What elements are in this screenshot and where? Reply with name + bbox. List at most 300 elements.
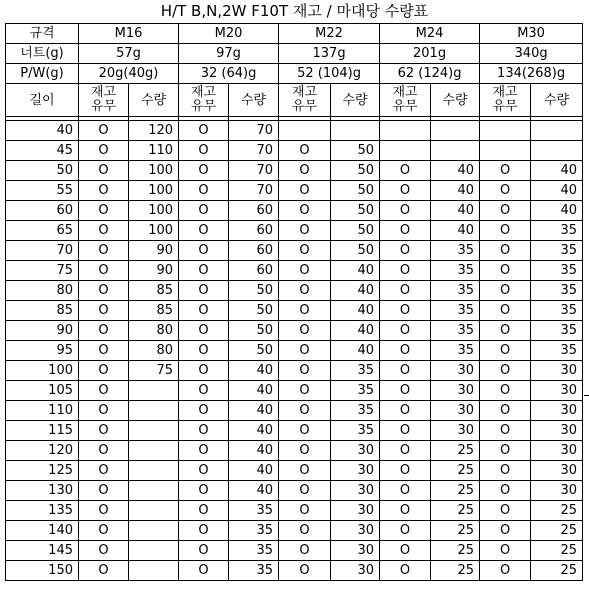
qty-cell: 40 [229, 401, 279, 421]
qty-cell: 35 [431, 281, 480, 301]
stock-cell: O [179, 341, 229, 361]
table-row [6, 361, 583, 381]
stock-cell: O [79, 161, 129, 181]
table-row [6, 341, 583, 361]
stock-cell [279, 121, 331, 141]
stock-cell: O [480, 261, 531, 281]
stock-cell: O [79, 181, 129, 201]
stock-cell [380, 141, 431, 161]
stock-cell: O [79, 221, 129, 241]
qty-cell [531, 141, 583, 161]
qty-cell [431, 141, 480, 161]
qty-cell [129, 501, 179, 521]
stock-header [179, 84, 229, 117]
qty-cell: 110 [129, 141, 179, 161]
stock-cell: O [179, 381, 229, 401]
nut-weight: 201g [380, 44, 480, 64]
qty-cell: 30 [331, 561, 380, 581]
stock-cell: O [380, 541, 431, 561]
stock-cell: O [179, 241, 229, 261]
table-row [6, 321, 583, 341]
stock-header-line2: 유무 [392, 99, 418, 114]
stock-cell: O [380, 381, 431, 401]
stock-header-line1: 재고 [492, 85, 518, 100]
stock-cell: O [279, 201, 331, 221]
qty-cell: 35 [331, 361, 380, 381]
qty-cell: 40 [331, 261, 380, 281]
length-cell: 130 [6, 481, 79, 501]
stock-cell: O [380, 521, 431, 541]
qty-header: 수량 [129, 84, 179, 117]
table-row [6, 541, 583, 561]
stock-cell: O [480, 381, 531, 401]
qty-cell: 30 [331, 441, 380, 461]
qty-cell: 35 [431, 261, 480, 281]
qty-header: 수량 [229, 84, 279, 117]
stock-header [279, 84, 331, 117]
stock-cell: O [480, 341, 531, 361]
qty-cell: 40 [331, 321, 380, 341]
qty-cell [129, 461, 179, 481]
stock-header-label [91, 86, 116, 114]
stock-cell: O [480, 361, 531, 381]
qty-cell: 35 [531, 261, 583, 281]
stock-cell: O [279, 161, 331, 181]
qty-cell: 25 [431, 561, 480, 581]
stock-cell: O [179, 201, 229, 221]
stock-cell: O [179, 221, 229, 241]
length-cell: 40 [6, 121, 79, 141]
qty-cell: 100 [129, 181, 179, 201]
stock-cell: O [279, 321, 331, 341]
stock-cell: O [79, 381, 129, 401]
qty-cell: 25 [431, 481, 480, 501]
qty-cell: 35 [531, 321, 583, 341]
stock-cell: O [380, 241, 431, 261]
qty-cell: 25 [431, 541, 480, 561]
stock-cell: O [279, 421, 331, 441]
stock-cell: O [79, 261, 129, 281]
stock-cell: O [179, 561, 229, 581]
stock-cell: O [380, 401, 431, 421]
qty-cell: 30 [431, 361, 480, 381]
qty-cell: 40 [331, 301, 380, 321]
stock-header-line1: 재고 [392, 85, 418, 100]
size-name: M24 [380, 24, 480, 44]
qty-cell: 35 [331, 421, 380, 441]
stock-header-line2: 유무 [90, 99, 117, 114]
stock-cell: O [279, 481, 331, 501]
stock-cell: O [279, 141, 331, 161]
qty-cell: 70 [229, 121, 279, 141]
qty-cell [431, 121, 480, 141]
table-row [6, 261, 583, 281]
qty-cell: 90 [129, 241, 179, 261]
qty-cell: 60 [229, 201, 279, 221]
qty-cell: 35 [531, 281, 583, 301]
qty-cell: 50 [229, 341, 279, 361]
stock-cell: O [480, 161, 531, 181]
stock-cell: O [179, 281, 229, 301]
stock-cell: O [79, 461, 129, 481]
length-cell: 120 [6, 441, 79, 461]
stock-cell: O [279, 501, 331, 521]
stock-cell: O [380, 441, 431, 461]
length-cell: 45 [6, 141, 79, 161]
table-row [6, 441, 583, 461]
nut-row [6, 44, 583, 64]
qty-cell: 30 [531, 401, 583, 421]
stock-cell: O [179, 321, 229, 341]
size-name: M20 [179, 24, 279, 44]
qty-cell: 50 [229, 301, 279, 321]
stock-cell [480, 141, 531, 161]
qty-cell: 100 [129, 221, 179, 241]
table-row [6, 481, 583, 501]
stock-cell: O [380, 221, 431, 241]
column-header-row [6, 84, 583, 117]
stock-cell: O [480, 421, 531, 441]
stock-cell: O [179, 141, 229, 161]
stock-header-label [493, 86, 518, 114]
qty-header: 수량 [531, 84, 583, 117]
stock-cell: O [279, 521, 331, 541]
qty-cell: 40 [531, 161, 583, 181]
qty-cell [531, 121, 583, 141]
qty-cell: 35 [431, 321, 480, 341]
qty-cell: 50 [331, 161, 380, 181]
qty-cell: 120 [129, 121, 179, 141]
qty-cell [331, 121, 380, 141]
qty-cell: 35 [531, 341, 583, 361]
stock-header [79, 84, 129, 117]
stock-cell: O [480, 321, 531, 341]
stock-cell [480, 121, 531, 141]
stock-cell: O [79, 501, 129, 521]
qty-cell: 30 [431, 401, 480, 421]
stock-cell: O [179, 441, 229, 461]
qty-cell: 30 [531, 361, 583, 381]
qty-cell [129, 401, 179, 421]
stock-cell: O [279, 401, 331, 421]
qty-cell: 40 [229, 381, 279, 401]
qty-cell: 25 [431, 441, 480, 461]
table-row [6, 241, 583, 261]
stock-cell: O [480, 221, 531, 241]
qty-cell: 50 [229, 281, 279, 301]
length-cell: 65 [6, 221, 79, 241]
stock-cell: O [380, 301, 431, 321]
qty-cell: 70 [229, 181, 279, 201]
qty-cell: 30 [531, 421, 583, 441]
stock-cell: O [380, 501, 431, 521]
qty-cell [129, 541, 179, 561]
qty-cell: 25 [431, 521, 480, 541]
qty-cell: 50 [331, 181, 380, 201]
size-name: M22 [279, 24, 380, 44]
qty-cell: 40 [431, 221, 480, 241]
pw-weight: 52 (104)g [279, 64, 380, 84]
inventory-table [5, 23, 583, 581]
stock-cell [380, 121, 431, 141]
table-row [6, 401, 583, 421]
stock-cell: O [79, 421, 129, 441]
qty-cell: 50 [331, 221, 380, 241]
table-row [6, 281, 583, 301]
qty-cell: 70 [229, 161, 279, 181]
qty-cell: 35 [431, 341, 480, 361]
length-cell: 50 [6, 161, 79, 181]
qty-cell: 40 [431, 161, 480, 181]
length-cell: 80 [6, 281, 79, 301]
stock-cell: O [480, 441, 531, 461]
pw-weight: 62 (124)g [380, 64, 480, 84]
stock-cell: O [79, 481, 129, 501]
stock-header-label [292, 86, 317, 114]
stock-cell: O [480, 561, 531, 581]
qty-cell [129, 521, 179, 541]
qty-cell: 40 [331, 341, 380, 361]
qty-cell: 40 [229, 421, 279, 441]
qty-cell: 100 [129, 201, 179, 221]
length-cell: 140 [6, 521, 79, 541]
length-cell: 150 [6, 561, 79, 581]
stock-cell: O [79, 401, 129, 421]
stock-cell: O [79, 301, 129, 321]
qty-cell: 30 [531, 481, 583, 501]
stock-cell: O [179, 361, 229, 381]
table-row [6, 421, 583, 441]
qty-cell: 85 [129, 301, 179, 321]
stock-cell: O [279, 361, 331, 381]
qty-cell: 30 [331, 501, 380, 521]
length-cell: 110 [6, 401, 79, 421]
stock-cell: O [279, 181, 331, 201]
length-cell: 125 [6, 461, 79, 481]
nut-weight: 340g [480, 44, 583, 64]
qty-header: 수량 [431, 84, 480, 117]
qty-cell: 60 [229, 241, 279, 261]
stock-cell: O [380, 181, 431, 201]
length-cell: 70 [6, 241, 79, 261]
qty-cell: 60 [229, 221, 279, 241]
qty-cell [129, 481, 179, 501]
length-cell: 135 [6, 501, 79, 521]
stock-cell: O [79, 441, 129, 461]
stock-header-line2: 유무 [190, 99, 217, 114]
size-name: M16 [79, 24, 179, 44]
stock-cell: O [380, 201, 431, 221]
table-row [6, 121, 583, 141]
length-cell: 85 [6, 301, 79, 321]
qty-cell: 30 [531, 381, 583, 401]
stock-cell: O [79, 361, 129, 381]
qty-cell: 35 [229, 541, 279, 561]
stock-cell: O [179, 181, 229, 201]
table-row [6, 141, 583, 161]
length-cell: 145 [6, 541, 79, 561]
qty-cell: 35 [229, 501, 279, 521]
stock-cell: O [279, 441, 331, 461]
pw-weight: 32 (64)g [179, 64, 279, 84]
stock-cell: O [79, 341, 129, 361]
qty-cell: 25 [531, 541, 583, 561]
stock-cell: O [480, 461, 531, 481]
qty-cell: 100 [129, 161, 179, 181]
length-label: 길이 [6, 84, 79, 117]
qty-cell: 90 [129, 261, 179, 281]
qty-cell: 50 [331, 201, 380, 221]
qty-cell: 40 [531, 181, 583, 201]
qty-cell [129, 441, 179, 461]
stock-cell: O [279, 301, 331, 321]
qty-cell: 35 [531, 241, 583, 261]
table-row [6, 521, 583, 541]
stock-cell: O [179, 521, 229, 541]
qty-cell: 30 [431, 421, 480, 441]
stock-cell: O [480, 201, 531, 221]
stock-header-label [392, 86, 417, 114]
stock-cell: O [179, 421, 229, 441]
stock-cell: O [279, 461, 331, 481]
stock-cell: O [179, 261, 229, 281]
qty-cell: 50 [229, 321, 279, 341]
stock-cell: O [279, 221, 331, 241]
stock-cell: O [480, 281, 531, 301]
table-row [6, 501, 583, 521]
qty-cell: 35 [431, 301, 480, 321]
qty-cell: 30 [531, 461, 583, 481]
stock-cell: O [480, 301, 531, 321]
table-row [6, 301, 583, 321]
stock-cell: O [480, 181, 531, 201]
stock-cell: O [79, 521, 129, 541]
stock-cell: O [79, 121, 129, 141]
stock-header-line1: 재고 [291, 85, 318, 100]
stock-cell: O [279, 541, 331, 561]
qty-cell: 50 [331, 141, 380, 161]
nut-label: 너트(g) [6, 44, 79, 64]
stock-cell: O [179, 481, 229, 501]
nut-weight: 97g [179, 44, 279, 64]
stock-cell: O [179, 541, 229, 561]
stock-cell: O [480, 521, 531, 541]
length-cell: 105 [6, 381, 79, 401]
edge-tick [584, 395, 589, 396]
sheet-title: H/T B,N,2W F10T 재고 / 마대당 수량표 [160, 2, 429, 20]
length-cell: 55 [6, 181, 79, 201]
length-cell: 115 [6, 421, 79, 441]
stock-cell: O [380, 161, 431, 181]
stock-cell: O [480, 401, 531, 421]
stock-cell: O [380, 561, 431, 581]
stock-cell: O [79, 141, 129, 161]
stock-header-line2: 유무 [492, 99, 518, 114]
stock-cell: O [380, 341, 431, 361]
stock-cell: O [279, 381, 331, 401]
stock-cell: O [179, 501, 229, 521]
qty-cell: 35 [331, 381, 380, 401]
qty-cell [129, 421, 179, 441]
stock-cell: O [279, 561, 331, 581]
length-cell: 60 [6, 201, 79, 221]
qty-cell: 40 [431, 181, 480, 201]
table-row [6, 561, 583, 581]
qty-cell: 40 [229, 481, 279, 501]
stock-cell: O [380, 361, 431, 381]
qty-cell: 30 [431, 381, 480, 401]
qty-cell: 40 [331, 281, 380, 301]
stock-cell: O [79, 541, 129, 561]
qty-cell: 75 [129, 361, 179, 381]
qty-cell: 40 [229, 441, 279, 461]
qty-cell: 80 [129, 321, 179, 341]
qty-cell: 30 [331, 481, 380, 501]
qty-cell: 35 [431, 241, 480, 261]
stock-cell: O [79, 321, 129, 341]
pw-label: P/W(g) [6, 64, 79, 84]
pw-weight: 134(268)g [480, 64, 583, 84]
qty-cell: 40 [229, 361, 279, 381]
stock-cell: O [480, 541, 531, 561]
qty-cell: 40 [531, 201, 583, 221]
stock-header-label [191, 86, 216, 114]
stock-cell: O [380, 481, 431, 501]
stock-cell: O [380, 281, 431, 301]
table-row [6, 181, 583, 201]
qty-cell [129, 381, 179, 401]
nut-weight: 57g [79, 44, 179, 64]
stock-cell: O [380, 321, 431, 341]
table-row [6, 201, 583, 221]
qty-cell: 50 [331, 241, 380, 261]
qty-cell: 85 [129, 281, 179, 301]
qty-cell: 30 [331, 521, 380, 541]
stock-header-line2: 유무 [291, 99, 318, 114]
qty-cell: 25 [531, 521, 583, 541]
stock-header-line1: 재고 [190, 85, 217, 100]
size-name: M30 [480, 24, 583, 44]
stock-header-line1: 재고 [90, 85, 117, 100]
qty-cell: 25 [531, 561, 583, 581]
spec-label: 규격 [6, 24, 79, 44]
length-cell: 100 [6, 361, 79, 381]
stock-cell: O [279, 341, 331, 361]
qty-cell: 30 [331, 541, 380, 561]
stock-cell: O [279, 281, 331, 301]
qty-cell [129, 561, 179, 581]
stock-cell: O [179, 121, 229, 141]
table-row [6, 221, 583, 241]
stock-cell: O [79, 561, 129, 581]
qty-cell: 35 [531, 301, 583, 321]
length-cell: 75 [6, 261, 79, 281]
stock-header [480, 84, 531, 117]
qty-cell: 30 [531, 441, 583, 461]
qty-cell: 25 [431, 501, 480, 521]
qty-cell: 40 [431, 201, 480, 221]
stock-cell: O [380, 461, 431, 481]
qty-cell: 35 [331, 401, 380, 421]
nut-weight: 137g [279, 44, 380, 64]
stock-cell: O [179, 461, 229, 481]
qty-cell: 40 [229, 461, 279, 481]
stock-cell: O [480, 481, 531, 501]
stock-cell: O [79, 201, 129, 221]
qty-cell: 35 [531, 221, 583, 241]
qty-cell: 35 [229, 521, 279, 541]
qty-header: 수량 [331, 84, 380, 117]
